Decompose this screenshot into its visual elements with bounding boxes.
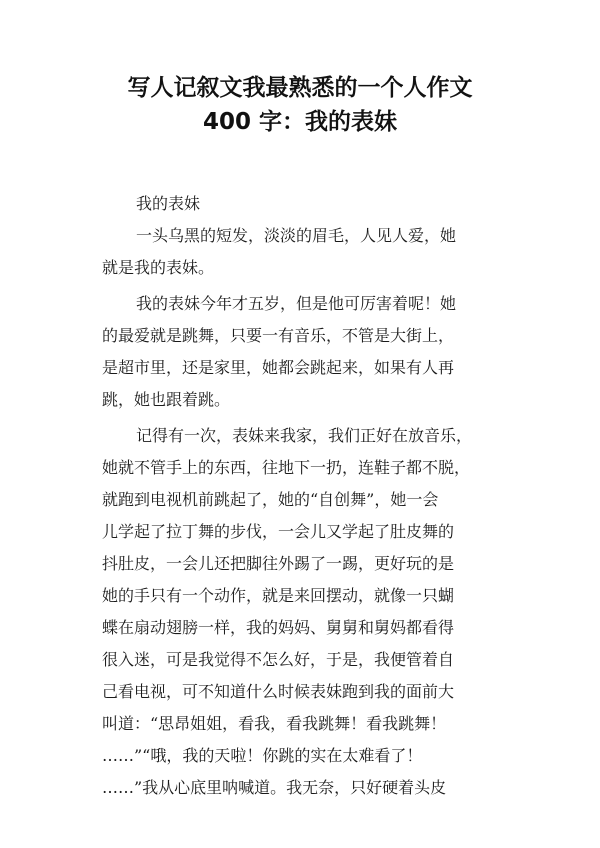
body-line: 跳，她也跟着跳。: [102, 390, 231, 409]
body-line: 一头乌黑的短发，淡淡的眉毛，人见人爱，她: [136, 226, 457, 245]
body-line: ……”“哦，我的天啦！你跳的实在太难看了！: [102, 746, 423, 765]
body-line: 己看电视，可不知道什么时候表妹跑到我的面前大: [102, 682, 455, 701]
body-line: 我的表妹: [136, 194, 201, 213]
body-line: 叫道：“思昂姐姐，看我，看我跳舞！看我跳舞！: [102, 714, 447, 733]
body-line: 就是我的表妹。: [102, 258, 215, 277]
document-title-line-2: 400 字：我的表妹: [202, 109, 398, 135]
body-line: 她的手只有一个动作，就是来回摆动，就像一只蝴: [102, 586, 455, 605]
body-line: 记得有一次，表妹来我家，我们正好在放音乐，: [136, 426, 473, 445]
body-line: 我的表妹今年才五岁，但是他可厉害着呢！她: [136, 294, 457, 313]
body-line: 就跑到电视机前跳起了，她的“自创舞”，她一会: [102, 490, 439, 509]
document-title-line-1: 写人记叙文我最熟悉的一个人作文: [127, 75, 473, 101]
body-line: 的最爱就是跳舞，只要一有音乐，不管是大街上，: [102, 326, 455, 345]
body-line: 她就不管手上的东西，往地下一扔，连鞋子都不脱，: [102, 458, 471, 477]
body-line: 蝶在扇动翅膀一样，我的妈妈、舅舅和舅妈都看得: [102, 618, 455, 637]
body-line: 是超市里，还是家里，她都会跳起来，如果有人再: [102, 358, 455, 377]
body-line: ……”我从心底里呐喊道。我无奈，只好硬着头皮: [102, 778, 447, 797]
body-line: 儿学起了拉丁舞的步伐，一会儿又学起了肚皮舞的: [102, 522, 455, 541]
body-line: 很入迷，可是我觉得不怎么好，于是，我便管着自: [102, 650, 455, 669]
body-line: 抖肚皮，一会儿还把脚往外踢了一踢，更好玩的是: [102, 554, 455, 573]
